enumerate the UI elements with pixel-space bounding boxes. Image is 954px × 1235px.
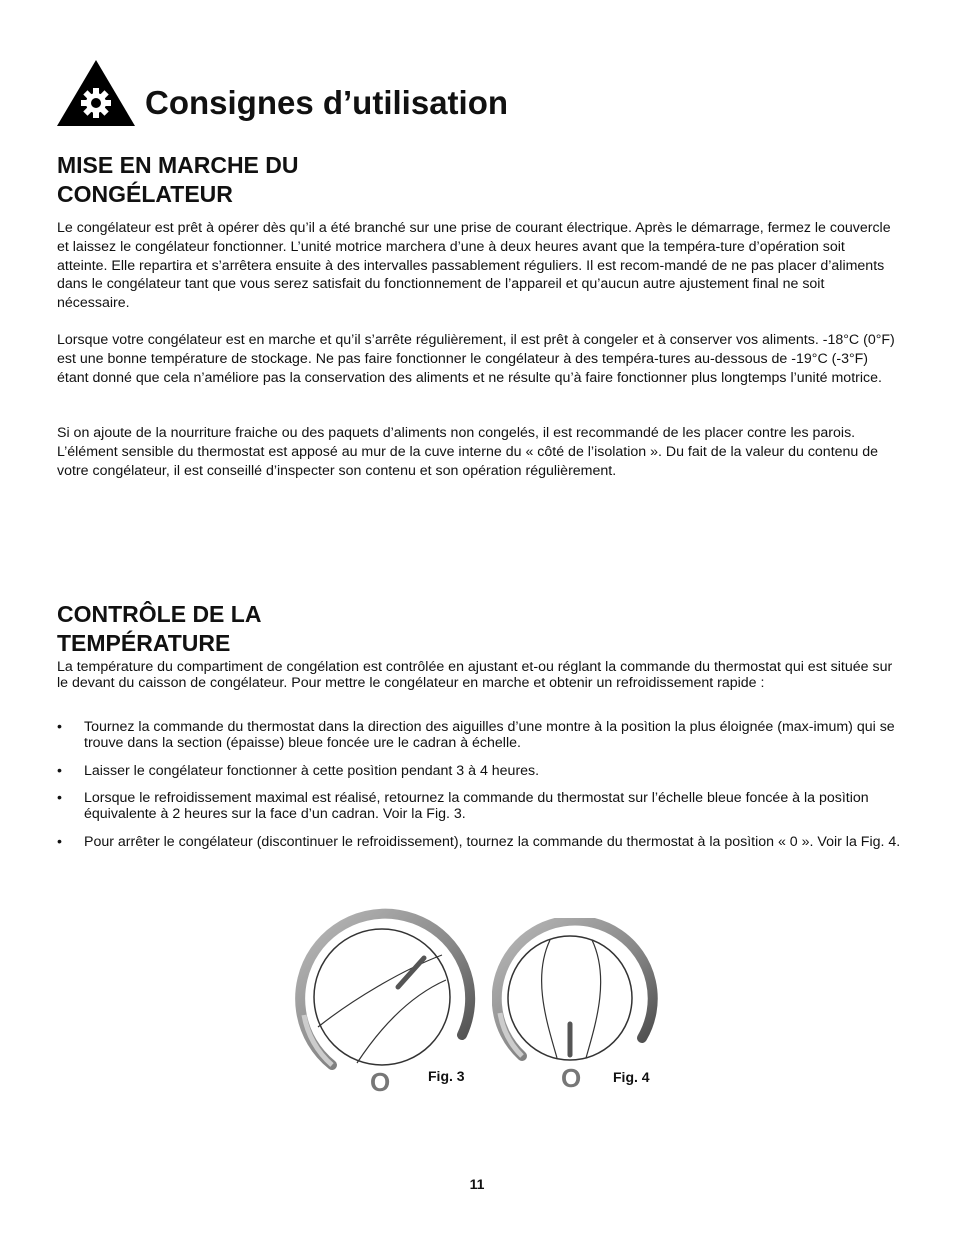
list-item	[57, 790, 902, 822]
list-item-text: Laisser le congélateur fonctionner à cette posìtion pendant 3 à 4 heures.	[84, 762, 540, 779]
thermostat-dial-fig3-icon	[292, 905, 482, 1075]
figure-caption: Fig. 3	[428, 1068, 465, 1084]
thermostat-dial-fig4-icon	[492, 918, 662, 1068]
instruction-list	[57, 719, 902, 861]
page-number: 11	[469, 1176, 485, 1192]
list-item	[57, 763, 902, 779]
section-heading-startup	[57, 151, 299, 209]
zero-mark: O	[561, 1063, 582, 1093]
paragraph: Le congélateur est prêt à opérer dès qu’il a été branché sur une prise de courant électrique. Après le démarrage, fermez le couvercle et laissez le congélateur fonctionner. L’unité motrice marchera d’une à deux heures avant que la tempéra-ture d’opération soit atteinte. Elle repartira et s’arrêtera ensuite à des intervalles passablement réguliers. Il est recom-mandé de ne pas placer d’aliments dans le congélateur tant que vous serez satisfait du fonctionnement de l’appareil et qu’aucun autre ajustement final ne soit nécessaire.	[57, 220, 891, 312]
list-item-text: Tournez la commande du thermostat dans la direction des aiguilles d’une montre à la posìtion la plus éloignée (max-imum) qui se trouve dans la section (épaisse) bleue foncée ure le cadran à échelle.	[84, 719, 895, 751]
bullet-mark: •	[57, 719, 62, 735]
heading-line: TEMPÉRATURE	[57, 630, 231, 656]
section-heading-temperature	[57, 600, 261, 658]
list-item-text: Pour arrêter le congélateur (discontinuer le refroidissement), tournez la commande du thermostat à la posìtion « 0 ». Voir la Fig. 4.	[84, 833, 901, 850]
heading-line: CONGÉLATEUR	[57, 181, 233, 207]
heading-line: MISE EN MARCHE DU	[57, 152, 299, 178]
heading-line: CONTRÔLE DE LA	[57, 601, 262, 627]
list-item-text: Lorsque le refroidissement maximal est réalisé, retournez la commande du thermostat sur l’échelle bleue foncée à la posìtion équivalente à 2 heures sur la face d’un cadran. Voir la Fig. 3.	[84, 790, 869, 822]
paragraph: Lorsque votre congélateur est en marche et qu’il s’arrête régulièrement, il est prêt à congeler et à conserver vos aliments. -18°C (0°F) est une bonne température de stockage. Ne pas faire fonctionner le congélateur à des tempéra-tures au-dessous de -19°C (-3°F) étant donné que cela n’améliore pas la conservation des aliments et ne résulte qu’à faire fonctionner plus longtemps l’unité motrice.	[57, 332, 895, 386]
paragraph: La température du compartiment de congélation est contrôlée en ajustant et-ou réglant la commande du thermostat qui est située sur le devant du caisson de congélateur. Pour mettre le congélateur en marche et obtenir un refroidissement rapide :	[57, 659, 893, 691]
paragraph: Si on ajoute de la nourriture fraiche ou des paquets d’aliments non congelés, il est recommandé de les placer contre les parois. L’élément sensible du thermostat est apposé au mur de la cuve interne du « côté de l’isolation ». Du fait de la valeur du contenu de votre congélateur, il est conseillé d’inspecter son contenu et son opération régulièrement.	[57, 425, 879, 479]
list-item	[57, 834, 902, 850]
bullet-mark: •	[57, 790, 62, 806]
bullet-mark: •	[57, 762, 62, 779]
gear-warning-triangle-icon	[55, 58, 137, 128]
list-item	[57, 719, 902, 751]
zero-mark: O	[370, 1067, 391, 1097]
figure-caption: Fig. 4	[613, 1069, 650, 1085]
page-title: Consignes d’utilisation	[145, 84, 509, 121]
bullet-mark: •	[57, 833, 62, 850]
